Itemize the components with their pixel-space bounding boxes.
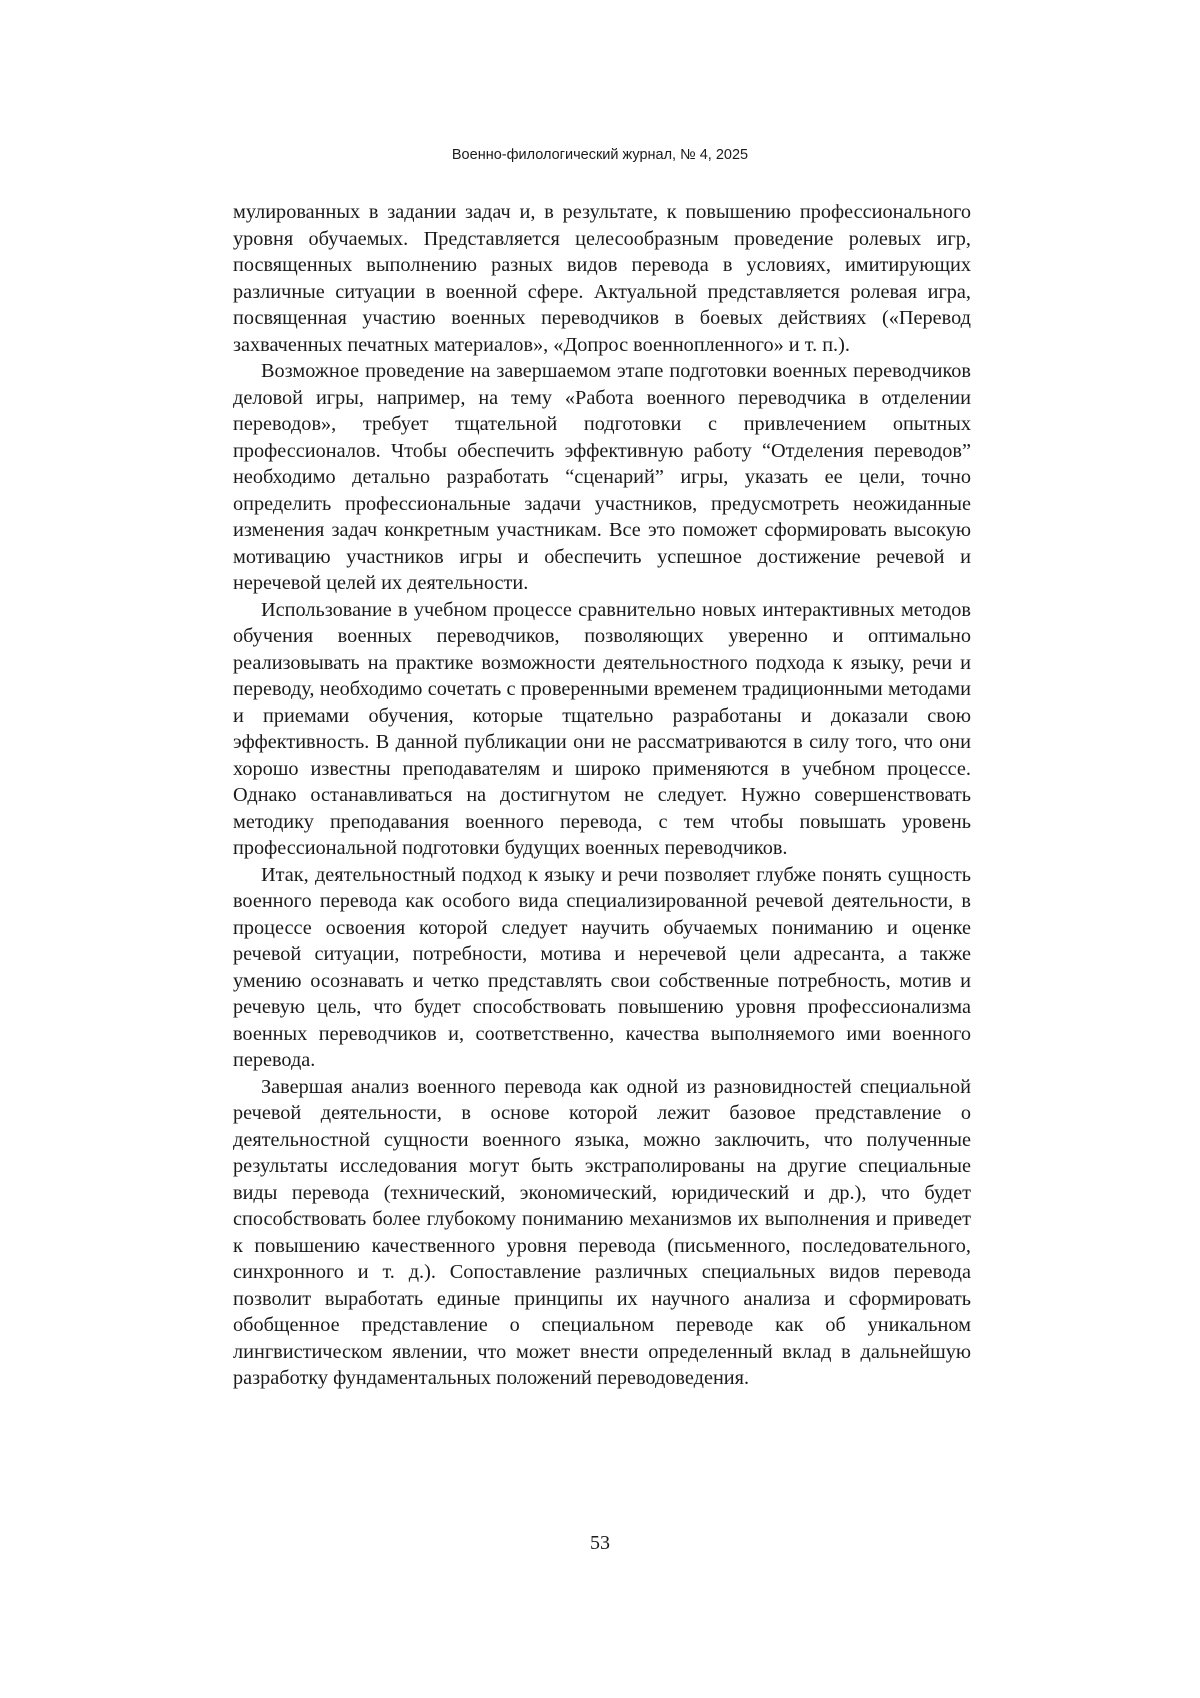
paragraph-2: Возможное проведение на завершаемом этапе подготовки военных переводчиков деловой игры, например, на тему «Работа военного переводчика в отделении переводов», требует тщательной подготовки с привлечением опытных профессионалов. Чтобы обеспечить эффективную работу “Отделения переводов” необходимо детально разработать “сценарий” игры, указать ее цели, точно определить профессиональные задачи участников, предусмотреть неожиданные изменения задач конкретным участникам. Все это поможет сформировать высокую мотивацию участников игры и обеспечить успешное достижение речевой и неречевой целей их деятельности. — [233, 360, 971, 594]
paragraph-3: Использование в учебном процессе сравнительно новых интерактивных методов обучения военных переводчиков, позволяющих уверенно и оптимально реализовывать на практике возможности деятельностного подхода к языку, речи и переводу, необходимо сочетать с проверенными временем традиционными методами и приемами обучения, которые тщательно разработаны и доказали свою эффективность. В данной публикации они не рассматриваются в силу того, что они хорошо известны преподавателям и широко применяются в учебном процессе. Однако останавливаться на достигнутом не следует. Нужно совершенствовать методику преподавания военного перевода, с тем чтобы повышать уровень профессиональной подготовки будущих военных переводчиков. — [233, 598, 971, 859]
paragraph-1: мулированных в задании задач и, в результате, к повышению профессионального уровня обучаемых. Представляется целесообразным проведение ролевых игр, посвященных выполнению разных видов перевода в условиях, имитирующих различные ситуации в военной сфере. Актуальной представляется ролевая игра, посвященная участию военных переводчиков в боевых действиях («Перевод захваченных печатных материалов», «Допрос военнопленного» и т. п.). — [233, 201, 971, 356]
page-number: 53 — [590, 1532, 610, 1554]
paragraph-4: Итак, деятельностный подход к языку и речи позволяет глубже понять сущность военного перевода как особого вида специализированной речевой деятельности, в процессе освоения которой следует научить обучаемых пониманию и оценке речевой ситуации, потребности, мотива и неречевой цели адресанта, а также умению осознавать и четко представлять свои собственные потребность, мотив и речевую цель, что будет способствовать повышению уровня профессионализма военных переводчиков и, соответственно, качества выполняемого ими военного перевода. — [233, 863, 971, 1071]
paragraph-5: Завершая анализ военного перевода как одной из разновидностей специальной речевой деятельности, в основе которой лежит базовое представление о деятельностной сущности военного языка, можно заключить, что полученные результаты исследования могут быть экстраполированы на другие специальные виды перевода (технический, экономический, юридический и др.), что будет способствовать более глубокому пониманию механизмов их выполнения и приведет к повышению качественного уровня перевода (письменного, последовательного, синхронного и т. д.). Сопоставление различных специальных видов перевода позволит выработать единые принципы их научного анализа и сформировать обобщенное представление о специальном переводе как об уникальном лингвистическом явлении, что может внести определенный вклад в дальнейшую разработку фундаментальных положений переводоведения. — [233, 1075, 971, 1389]
article-body — [233, 199, 971, 1392]
running-header: Военно-филологический журнал, № 4, 2025 — [451, 147, 749, 163]
